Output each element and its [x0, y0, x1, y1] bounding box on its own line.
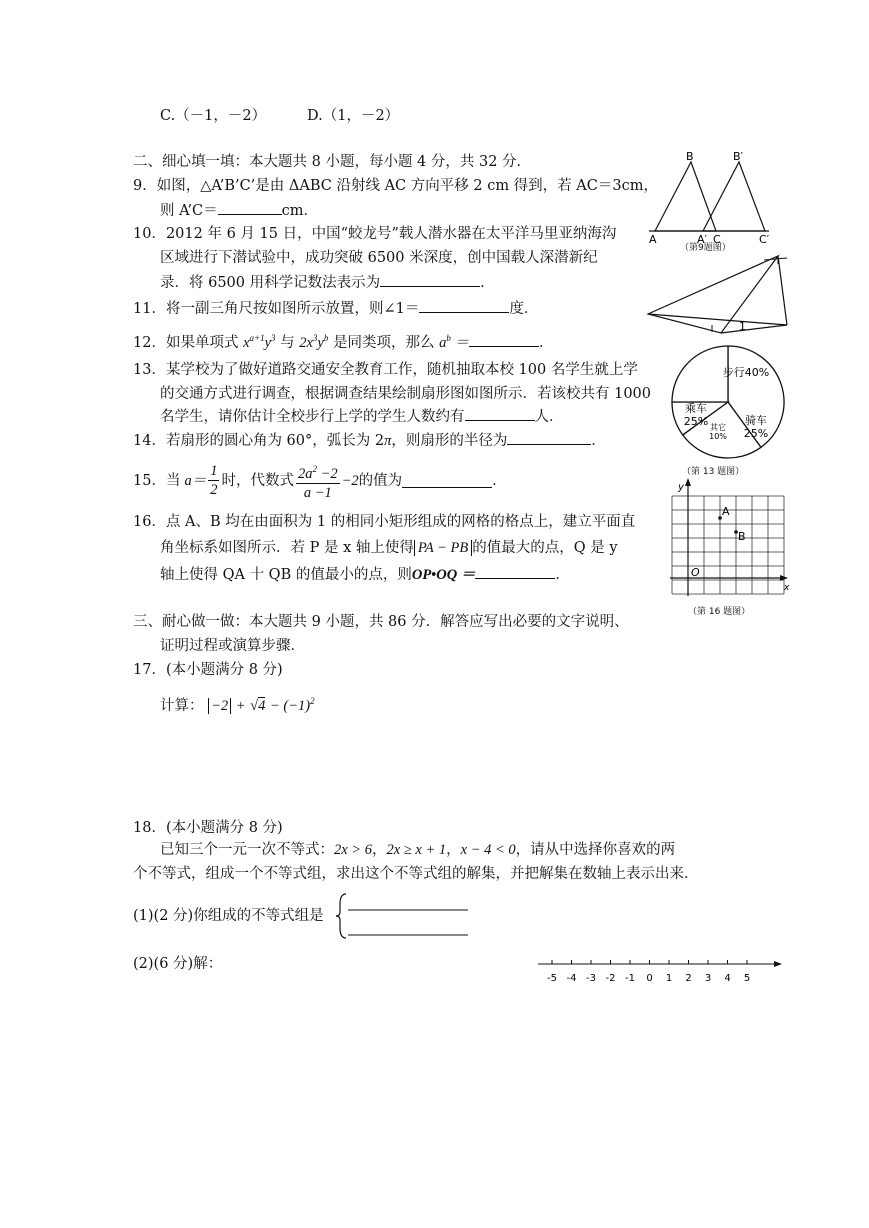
q9-line2: 则 A’C＝ cm． [160, 200, 318, 221]
q10-line3: 录．将 6500 用科学记数法表示为 ． [160, 272, 495, 293]
q16-line2: 角坐标系如图所示．若 P 是 x 轴上使得 PA − PB 的值最大的点，Q 是 y [160, 540, 618, 556]
fig16-label-o: O [691, 566, 700, 579]
q11-line: 11．将一副三角尺按如图所示放置，则∠1＝ 度． [133, 298, 538, 319]
q13-line3: 名学生，请你估计全校步行上学的学生人数约有 人． [160, 406, 564, 427]
q17-title: 17．(本小题满分 8 分) [133, 662, 283, 678]
q16-product: OP•OQ ＝ [411, 567, 476, 583]
q18-line2: 个不等式，组成一个不等式组，求出这个不等式组的解集，并把解集在数轴上表示出来． [133, 866, 699, 882]
number-line-tick-label: 0 [646, 973, 653, 984]
q18-title: 18．(本小题满分 8 分) [133, 820, 283, 836]
q18-part1: (1)(2 分)你组成的不等式组是 [133, 908, 324, 924]
section-3-line2: 证明过程或演算步骤． [160, 638, 305, 654]
q18-part2: (2)(6 分)解： [133, 956, 223, 972]
figure-11 [644, 250, 792, 338]
fig9-label-a-prime: A′ [697, 233, 708, 246]
fig16-caption: （第 16 题图） [688, 607, 751, 617]
q16-abs-expression: PA − PB [414, 540, 472, 556]
figure-9 [645, 148, 775, 248]
number-line-tick-label: 4 [724, 973, 731, 984]
figure-16-grid [660, 478, 795, 618]
q12-line: 12．如果单项式 $x^{a+1}y^3$ 与 $2x^3y^b$ 是同类项，那么 $a^b$ ＝ ． [133, 333, 554, 351]
fig9-caption: （第9题图） [680, 243, 731, 253]
number-line-tick-label: 3 [704, 973, 712, 984]
q16-line1: 16．点 A、B 均在由面积为 1 的相同小矩形组成的网格的格点上，建立平面直 [133, 514, 636, 530]
q13-line1: 13．某学校为了做好道路交通安全教育工作，随机抽取本校 100 名学生就上学 [133, 362, 638, 378]
pie-slice-label: 乘车 25% [683, 402, 709, 428]
set-square-30 [648, 256, 778, 333]
option-d: D.（1，－2） [307, 108, 400, 124]
number-line-tick-label: 1 [665, 973, 673, 984]
q13-line2: 的交通方式进行调查，根据调查结果绘制扇形图如图所示．若该校共有 1000 [160, 386, 652, 402]
pie-slice-label: 其它 10% [709, 423, 727, 441]
number-line-tick-label: -4 [566, 973, 577, 984]
number-line-tick-label: -1 [625, 973, 635, 984]
figure-13-pie [668, 342, 788, 462]
q10-line2: 区域进行下潜试验中，成功突破 6500 米深度，创中国载人深潜新纪 [160, 250, 598, 266]
fig16-label-b: B [738, 530, 746, 543]
number-line-tick-label: -5 [547, 973, 557, 984]
pie-slice-label: 骑车 25% [743, 414, 769, 440]
number-line-tick-label: 5 [743, 973, 751, 984]
q13-answer-blank[interactable] [465, 406, 535, 421]
q14-line: 14．若扇形的圆心角为 60°，弧长为 2π，则扇形的半径为 ． [133, 430, 606, 451]
q12-answer-blank[interactable] [469, 332, 539, 347]
fig13-caption: （第 13 题图） [682, 467, 745, 477]
q15-line: 15．当 a＝ $\frac{1}{2}$ 时，代数式 $\frac{2a^2 -2}{a -1}$ −2 的值为 ． [133, 460, 507, 502]
q15-fraction-expression: $\frac{2a^2 -2}{a -1}$ [296, 460, 340, 502]
fig16-label-x: x [784, 583, 790, 593]
fig9-label-c-prime: C′ [759, 233, 770, 246]
fig16-label-y: y [678, 482, 684, 493]
number-line [536, 956, 786, 990]
number-line-tick-label: -3 [586, 973, 596, 984]
number-line-tick-label: 2 [685, 973, 692, 984]
pie-slice-label: 步行40% [722, 366, 770, 379]
fig16-label-a: A [722, 505, 730, 518]
q9-answer-blank[interactable] [218, 200, 282, 215]
fig9-label-b-prime: B′ [733, 150, 744, 163]
section-3-line1: 三、耐心做一做：本大题共 9 小题，共 86 分．解答应写出必要的文字说明、 [133, 614, 629, 630]
q14-answer-blank[interactable] [507, 430, 591, 445]
option-c: C.（－1，－2） [160, 108, 267, 124]
q10-answer-blank[interactable] [380, 272, 480, 287]
pie-slice [672, 346, 728, 402]
q12-expression: $a^b$ ＝ [439, 333, 469, 351]
q12-monomial-2: $2x^3y^b$ [299, 333, 329, 351]
arrow-up-icon [685, 478, 691, 486]
fig11-angle-label: 1 [739, 320, 746, 333]
fig9-label-a: A [649, 233, 657, 246]
q16-line3: 轴上使得 QA 十 QB 的值最小的点，则OP•OQ ＝ ． [160, 564, 570, 585]
q16-answer-blank[interactable] [475, 564, 555, 579]
q18-inequality-system [336, 890, 476, 942]
q15-fraction-a: $\frac{1}{2}$ [210, 463, 218, 499]
arrow-right-icon [774, 961, 782, 967]
q17-calc: 计算： $-2 + √4 - (-1)^2$ [160, 696, 315, 714]
number-line-tick-label: -2 [605, 973, 616, 984]
q15-answer-blank[interactable] [402, 473, 492, 488]
section-2-title: 二、细心填一填：本大题共 8 小题，每小题 4 分，共 32 分． [133, 154, 532, 170]
q9-line1: 9．如图，△A’B’C’是由 ΔABC 沿射线 AC 方向平移 2 cm 得到，若 AC＝3cm， [133, 178, 658, 194]
q10-line1: 10．2012 年 6 月 15 日，中国“蛟龙号”载人潜水器在太平洋马里亚纳海沟 [133, 226, 617, 242]
fig9-label-c: C [713, 233, 721, 246]
q11-answer-blank[interactable] [419, 298, 509, 313]
fig9-label-b: B [686, 150, 694, 163]
q18-line1: 已知三个一元一次不等式：2x > 6，2x ≥ x + 1，x − 4 < 0，请从中选择你喜欢的两 [160, 842, 676, 858]
q12-monomial-1: $x^{a+1}y^3$ [243, 333, 276, 351]
triangle-abc [655, 162, 716, 231]
